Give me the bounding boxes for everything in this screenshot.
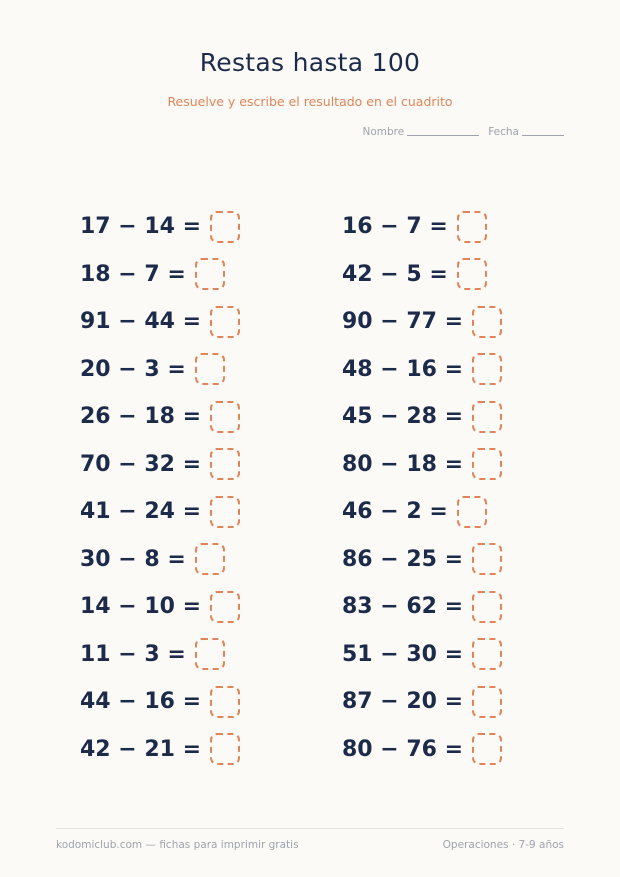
answer-box[interactable] (195, 258, 225, 290)
exercise-item (80, 726, 342, 774)
exercise-text: 86 − 25 = (342, 546, 464, 572)
answer-box[interactable] (210, 686, 240, 718)
exercise-item (80, 441, 342, 489)
answer-box[interactable] (210, 591, 240, 623)
answer-box[interactable] (195, 353, 225, 385)
answer-box[interactable] (210, 211, 240, 243)
date-label: Fecha (488, 126, 519, 138)
exercise-text: 42 − 5 = (342, 261, 448, 287)
exercise-item (80, 393, 342, 441)
date-line (522, 134, 564, 136)
footer-category: Operaciones · 7-9 años (442, 839, 564, 851)
exercise-item (80, 251, 342, 299)
exercise-item (342, 536, 542, 584)
exercise-text: 41 − 24 = (80, 499, 202, 525)
exercise-item (342, 488, 542, 536)
exercise-item (80, 298, 342, 346)
date-field[interactable] (488, 126, 564, 138)
exercise-text: 18 − 7 = (80, 261, 186, 287)
exercise-text: 42 − 21 = (80, 736, 202, 762)
answer-box[interactable] (210, 448, 240, 480)
exercise-text: 17 − 14 = (80, 214, 202, 240)
answer-box[interactable] (195, 543, 225, 575)
exercise-item (80, 346, 342, 394)
page-title: Restas hasta 100 (199, 48, 421, 77)
exercise-text: 30 − 8 = (80, 546, 186, 572)
answer-box[interactable] (472, 353, 502, 385)
name-line (407, 134, 479, 136)
exercise-item (342, 726, 542, 774)
exercise-item (342, 346, 542, 394)
exercise-text: 20 − 3 = (80, 356, 186, 382)
exercise-item (80, 631, 342, 679)
footer-site: kodomiclub.com — fichas para imprimir gratis (56, 839, 299, 851)
answer-box[interactable] (472, 638, 502, 670)
exercise-text: 16 − 7 = (342, 214, 448, 240)
answer-box[interactable] (457, 258, 487, 290)
exercise-item (342, 631, 542, 679)
exercise-item (80, 536, 342, 584)
answer-box[interactable] (472, 733, 502, 765)
answer-box[interactable] (472, 401, 502, 433)
footer-divider (56, 828, 564, 829)
answer-box[interactable] (210, 496, 240, 528)
exercise-item (342, 298, 542, 346)
answer-box[interactable] (472, 306, 502, 338)
exercise-text: 48 − 16 = (342, 356, 464, 382)
exercise-item (80, 583, 342, 631)
exercise-item (80, 488, 342, 536)
exercise-text: 26 − 18 = (80, 404, 202, 430)
answer-box[interactable] (210, 733, 240, 765)
exercise-text: 83 − 62 = (342, 594, 464, 620)
exercise-text: 91 − 44 = (80, 309, 202, 335)
exercise-text: 14 − 10 = (80, 594, 202, 620)
exercise-text: 46 − 2 = (342, 499, 448, 525)
exercise-text: 44 − 16 = (80, 689, 202, 715)
answer-box[interactable] (472, 448, 502, 480)
exercise-item (342, 441, 542, 489)
exercise-grid (80, 203, 542, 773)
student-fields (362, 126, 564, 138)
answer-box[interactable] (195, 638, 225, 670)
exercise-text: 51 − 30 = (342, 641, 464, 667)
exercise-item (80, 203, 342, 251)
exercise-text: 70 − 32 = (80, 451, 202, 477)
answer-box[interactable] (472, 543, 502, 575)
answer-box[interactable] (210, 306, 240, 338)
exercise-item (342, 393, 542, 441)
name-field[interactable] (362, 126, 479, 138)
answer-box[interactable] (472, 686, 502, 718)
exercise-text: 80 − 76 = (342, 736, 464, 762)
exercise-text: 11 − 3 = (80, 641, 186, 667)
name-label: Nombre (362, 126, 405, 138)
answer-box[interactable] (210, 401, 240, 433)
exercise-item (342, 678, 542, 726)
exercise-text: 90 − 77 = (342, 309, 464, 335)
answer-box[interactable] (457, 496, 487, 528)
answer-box[interactable] (472, 591, 502, 623)
exercise-text: 45 − 28 = (342, 404, 464, 430)
exercise-item (342, 203, 542, 251)
answer-box[interactable] (457, 211, 487, 243)
exercise-text: 80 − 18 = (342, 451, 464, 477)
exercise-item (342, 251, 542, 299)
instructions: Resuelve y escribe el resultado en el cuadrito (167, 94, 453, 109)
exercise-item (80, 678, 342, 726)
exercise-item (342, 583, 542, 631)
exercise-text: 87 − 20 = (342, 689, 464, 715)
